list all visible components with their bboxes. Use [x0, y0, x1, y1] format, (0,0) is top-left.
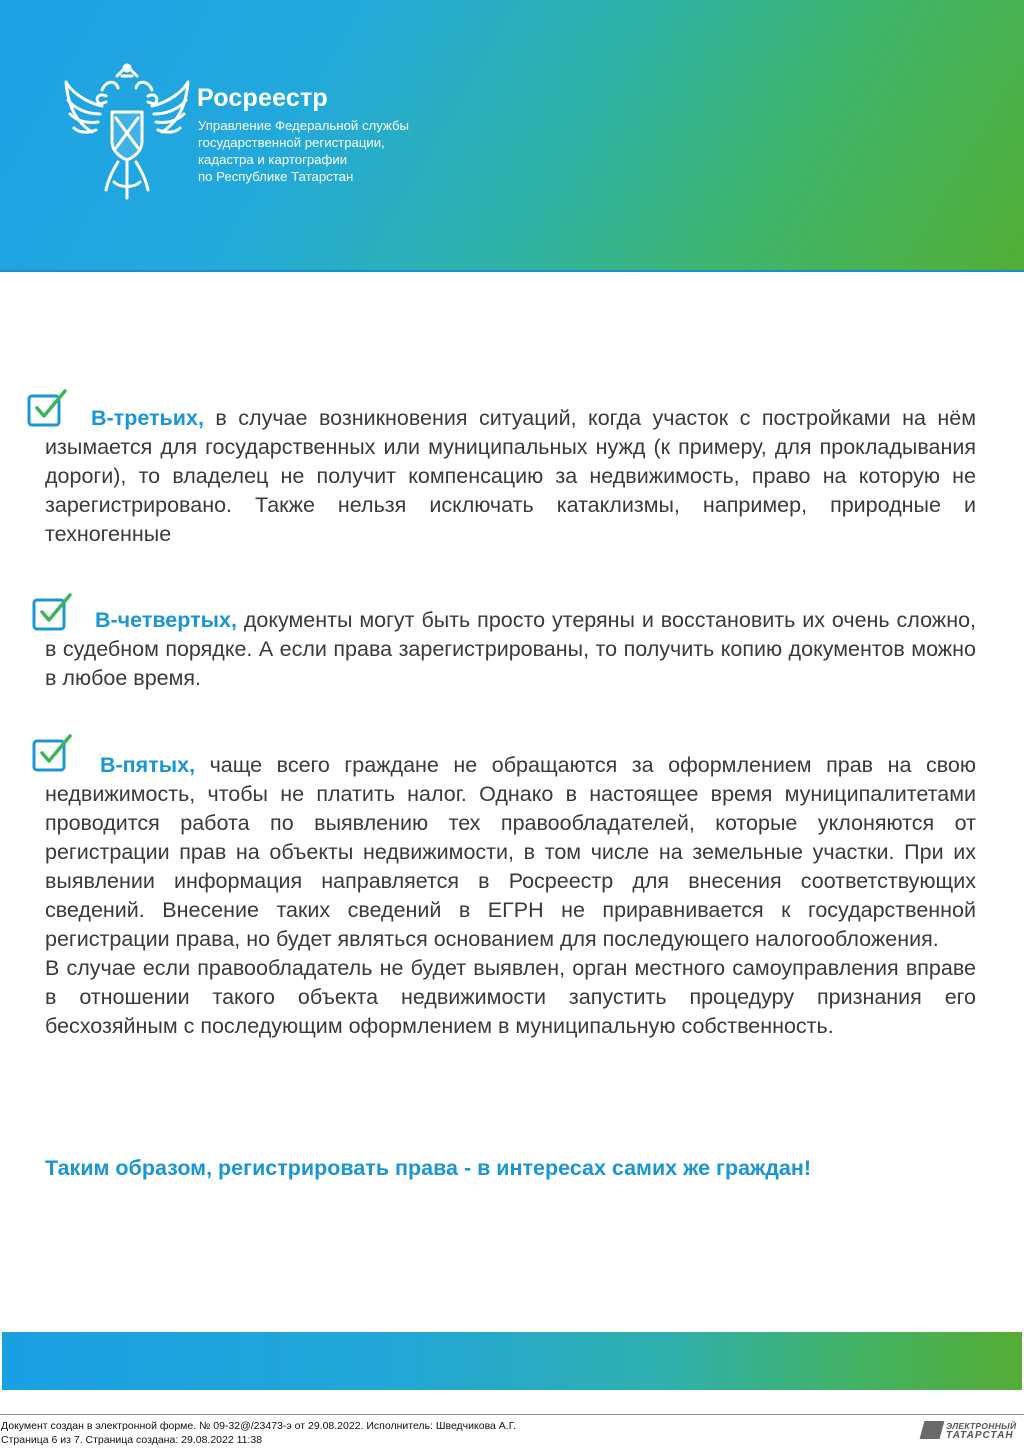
section-text: В случае если правообладатель не будет выявлен, орган местного самоуправления вправе в отношении такого объекта недвижимости запустить процедуру признания его бесхозяйным с последующим оформлением в муниципальную собственность. — [45, 956, 976, 1038]
logo-text: ЭЛЕКТРОННЫЙ — [946, 1421, 1017, 1431]
section-fifth — [45, 751, 976, 1041]
section-lead: В-четвертых, — [95, 608, 237, 632]
section-text: документы могут быть просто утеряны и восстановить их очень сложно, в судебном порядке. А если права зарегистрированы, то получить копию документов можно в любое время. — [45, 608, 976, 690]
brand-subtitle-line: кадастра и картографии — [198, 152, 348, 167]
conclusion: Таким образом, регистрировать права - в интересах самих же граждан! — [45, 1156, 812, 1180]
header-banner — [0, 0, 1024, 272]
document-stamp — [0, 1414, 1024, 1449]
brand-subtitle — [198, 117, 458, 185]
stamp-line: Страница 6 из 7. Страница создана: 29.08.2022 11:38 — [1, 1434, 263, 1446]
brand-name: Росреестр — [197, 84, 328, 112]
section-lead: В-пятых, — [100, 753, 196, 777]
eagle-emblem-icon — [62, 62, 192, 204]
section-lead: В-третьих, — [91, 406, 204, 430]
section-fourth — [45, 606, 976, 693]
brand-subtitle-line: государственной регистрации, — [198, 135, 385, 150]
etatarstan-logo — [922, 1419, 1017, 1443]
section-third — [45, 404, 976, 549]
logo-text: ТАТАРСТАН — [946, 1430, 1014, 1441]
stamp-line: Документ создан в электронной форме. № 09-32@/23473-э от 29.08.2022. Исполнитель: Шведчикова А.Г. — [1, 1420, 517, 1432]
section-text: в случае возникновения ситуаций, когда участок с постройками на нём изымается для государственных или муниципальных нужд (к примеру, для прокладывания дороги), то владелец не получит компенсацию за недвижимость, право на которую не зарегистрировано. Также нельзя исключать катаклизмы, например, природные и техногенные — [45, 406, 976, 546]
brand-subtitle-line: по Республике Татарстан — [198, 169, 354, 184]
etatarstan-icon — [920, 1421, 945, 1439]
footer-banner — [2, 1332, 1022, 1390]
brand-subtitle-line: Управление Федеральной службы — [198, 118, 409, 133]
section-text: чаще всего граждане не обращаются за оформлением прав на свою недвижимость, чтобы не платить налог. Однако в настоящее время муниципалитетами проводится работа по выявлению тех правообладателей, которые уклоняются от регистрации прав на объекты недвижимости, в том числе на земельные участки. При их выявлении информация направляется в Росреестр для внесения соответствующих сведений. Внесение таких сведений в ЕГРН не приравнивается к государственной регистрации права, но будет являться основанием для последующего налогообложения. — [45, 753, 976, 951]
